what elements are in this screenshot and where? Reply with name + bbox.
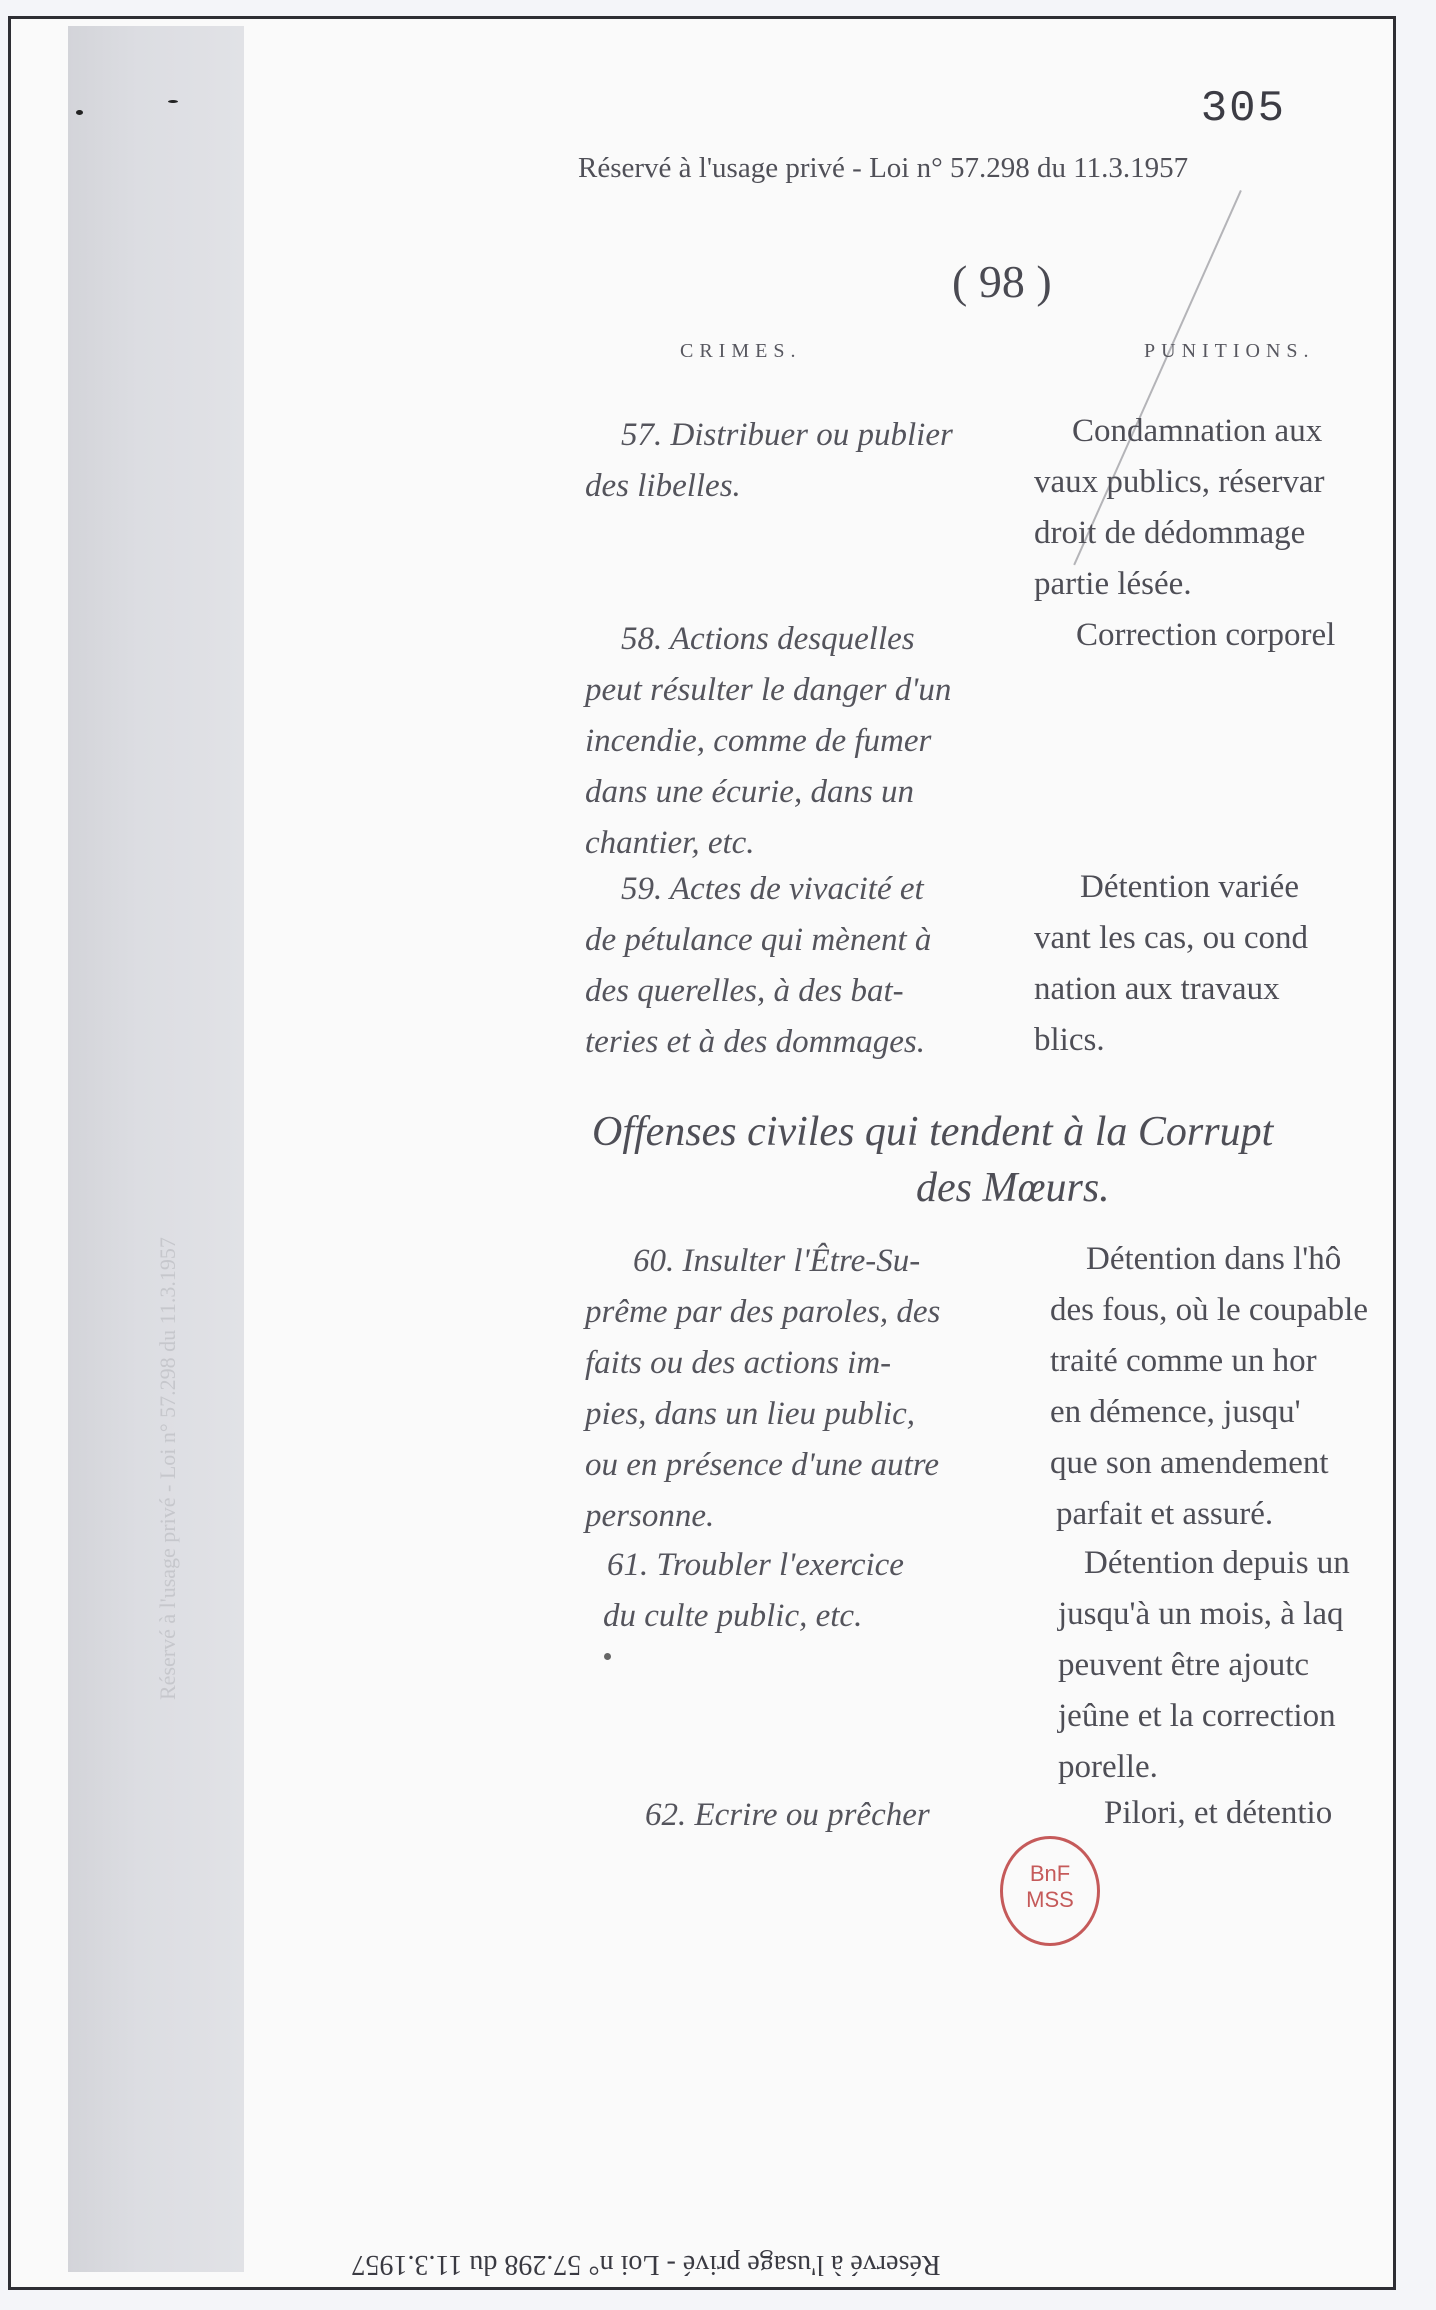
- punishment-61: [1034, 1538, 1414, 1793]
- text-line: Détention depuis un: [1084, 1545, 1350, 1581]
- crimes-heading: CRIMES.: [680, 340, 802, 362]
- text-line: 62. Ecrire ou prêcher: [645, 1797, 930, 1833]
- punitions-heading: PUNITIONS.: [1144, 340, 1315, 362]
- crime-62: [585, 1790, 1015, 1841]
- binding-strip: [68, 26, 244, 2272]
- text-line: partie lésée.: [1034, 566, 1192, 602]
- text-line: jusqu'à un mois, à laq: [1058, 1596, 1344, 1632]
- crime-59: [585, 864, 1015, 1068]
- text-line: jeûne et la correction: [1058, 1698, 1336, 1734]
- text-line: Détention variée: [1080, 869, 1299, 905]
- text-line: nation aux travaux: [1034, 971, 1280, 1007]
- stamp-line: BnF: [1029, 1861, 1071, 1886]
- text-line: Condamnation aux: [1072, 413, 1323, 449]
- text-line: 61. Troubler l'exercice: [607, 1547, 904, 1583]
- crime-61: [585, 1540, 1015, 1642]
- text-line: vant les cas, ou cond: [1034, 920, 1309, 956]
- text-line: peuvent être ajoutc: [1058, 1647, 1310, 1683]
- text-line: Correction corporel: [1076, 617, 1336, 653]
- crime-58: [585, 614, 1015, 869]
- text-line: droit de dédommage: [1034, 515, 1306, 551]
- text-line: personne.: [585, 1498, 715, 1534]
- ink-spot: [604, 1653, 611, 1660]
- text-line: 60. Insulter l'Être-Su-: [633, 1243, 921, 1279]
- section-title-line: Offenses civiles qui tendent à la Corrupt: [592, 1109, 1274, 1155]
- text-line: chantier, etc.: [585, 825, 755, 861]
- crime-60: [585, 1236, 1015, 1542]
- text-line: 57. Distribuer ou publier: [621, 417, 953, 453]
- section-title-line: des Mœurs.: [916, 1165, 1110, 1211]
- text-line: Pilori, et détentio: [1104, 1795, 1333, 1831]
- section-title: [592, 1104, 1432, 1216]
- text-line: des fous, où le coupable: [1050, 1292, 1368, 1328]
- ink-spot: [76, 110, 83, 115]
- reserve-notice: Réservé à l'usage privé - Loi n° 57.298 du 11.3.1957: [578, 152, 1189, 184]
- text-line: de pétulance qui mènent à: [585, 922, 932, 958]
- punishment-60: [1034, 1234, 1414, 1540]
- text-line: vaux publics, réservar: [1034, 464, 1325, 500]
- page-number: 305: [1200, 84, 1286, 134]
- text-line: 58. Actions desquelles: [621, 621, 915, 657]
- text-line: incendie, comme de fumer: [585, 723, 932, 759]
- text-line: des libelles.: [585, 468, 741, 504]
- text-line: ou en présence d'une autre: [585, 1447, 940, 1483]
- footer-reversed-notice: Réservé à l'usage privé - Loi n° 57.298 du 11.3.1957: [351, 2249, 941, 2280]
- punishment-62: [1034, 1788, 1414, 1839]
- text-line: porelle.: [1058, 1749, 1158, 1785]
- text-line: traité comme un hor: [1050, 1343, 1317, 1379]
- text-line: pies, dans un lieu public,: [585, 1396, 915, 1432]
- punishment-58: [1034, 610, 1414, 661]
- text-line: du culte public, etc.: [603, 1598, 863, 1634]
- folio-number: ( 98 ): [952, 256, 1052, 307]
- text-line: en démence, jusqu': [1050, 1394, 1301, 1430]
- text-line: que son amendement: [1050, 1445, 1329, 1481]
- text-line: faits ou des actions im-: [585, 1345, 892, 1381]
- text-line: peut résulter le danger d'un: [585, 672, 952, 708]
- stamp-line: MSS: [1026, 1887, 1074, 1912]
- text-line: Détention dans l'hô: [1086, 1241, 1342, 1277]
- text-line: teries et à des dommages.: [585, 1024, 926, 1060]
- punishment-57: [1034, 406, 1414, 610]
- text-line: blics.: [1034, 1022, 1105, 1058]
- text-line: des querelles, à des bat-: [585, 973, 904, 1009]
- text-line: dans une écurie, dans un: [585, 774, 915, 810]
- bnf-stamp: [1000, 1836, 1100, 1946]
- crime-57: [585, 410, 1015, 512]
- text-line: 59. Actes de vivacité et: [621, 871, 924, 907]
- punishment-59: [1034, 862, 1414, 1066]
- text-line: prême par des paroles, des: [585, 1294, 941, 1330]
- ink-spot: [168, 100, 178, 103]
- text-line: parfait et assuré.: [1056, 1496, 1274, 1532]
